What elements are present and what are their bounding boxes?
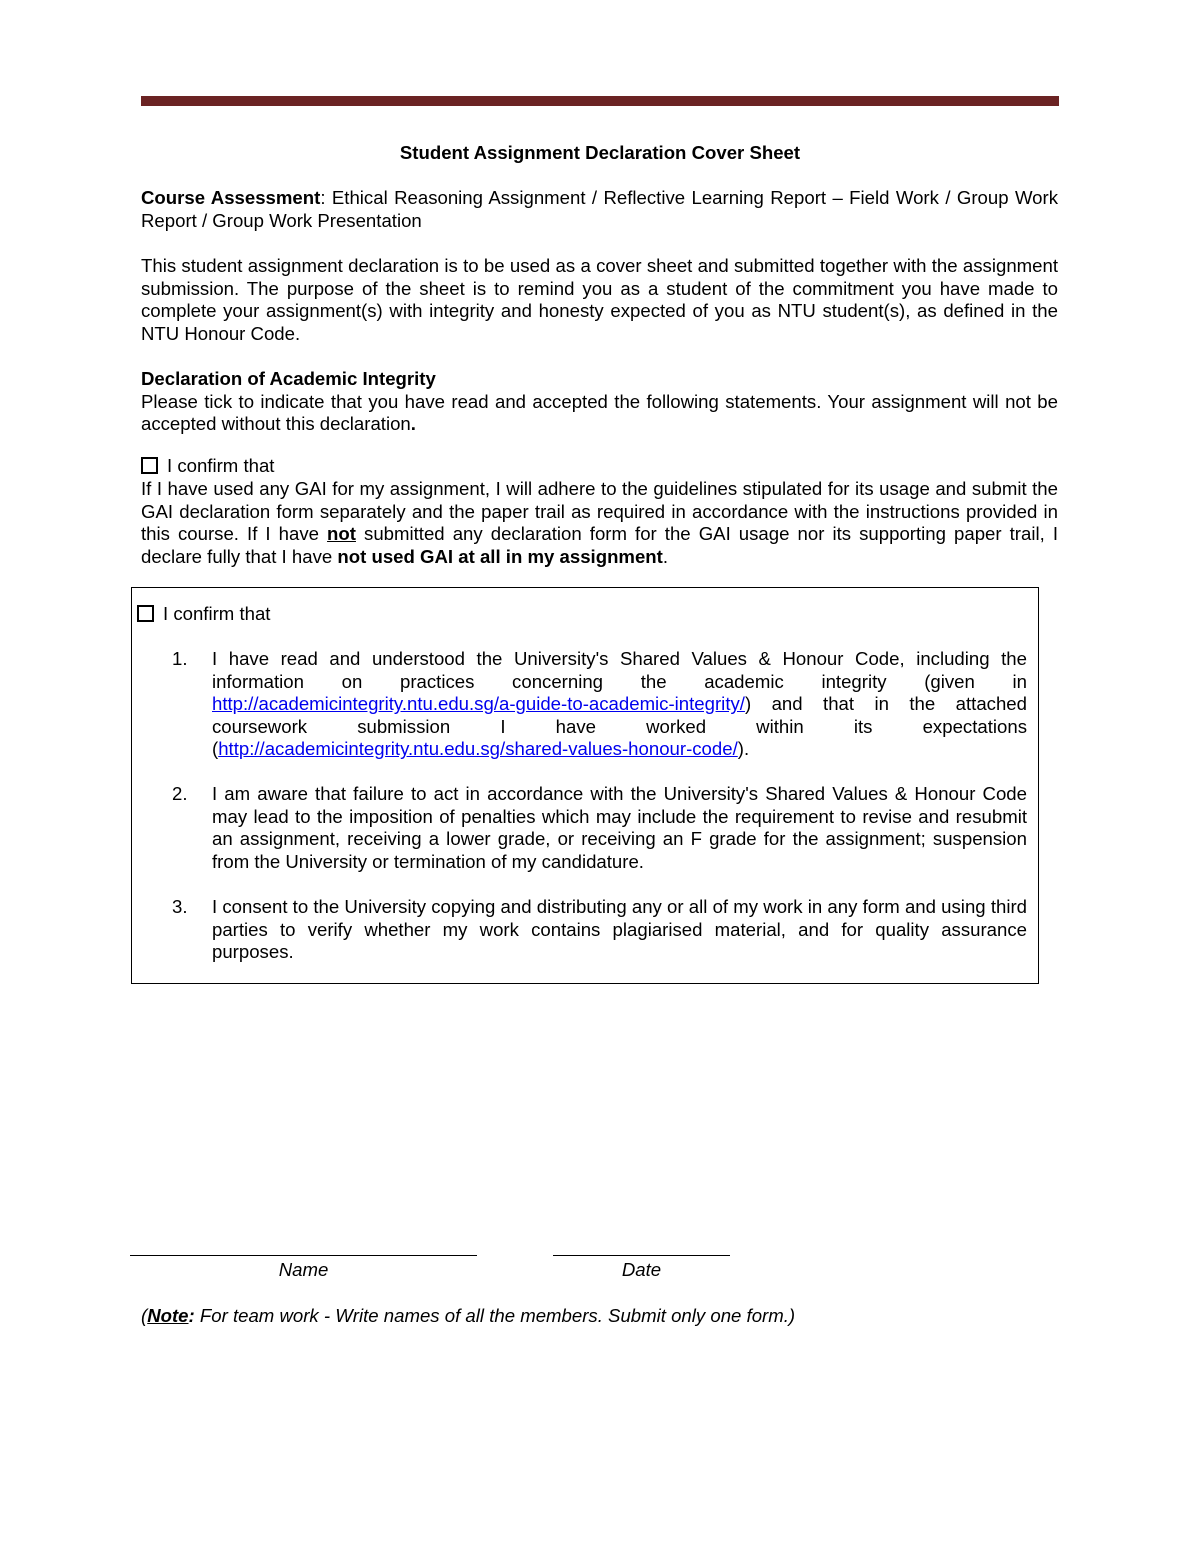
course-assessment — [141, 187, 1058, 232]
list-item-number: 3. — [172, 896, 188, 917]
note-text: For team work - Write names of all the members. Submit only one form.) — [194, 1305, 796, 1326]
note-open: ( — [141, 1305, 148, 1326]
gai-text-2: submitted any declaration form for the GAI usage nor its supporting paper trail, I declare fully that I have — [141, 523, 1058, 567]
integrity-confirm-checkbox[interactable] — [137, 605, 154, 622]
list-item-text: I consent to the University copying and distributing any or all of my work in any form and using third parties to verify whether my work contains plagiarised material, and for quality assurance purposes. — [212, 896, 1027, 963]
note-label: Note — [147, 1305, 189, 1326]
guide-link[interactable]: http://academicintegrity.ntu.edu.sg/a-guide-to-academic-integrity/ — [212, 693, 745, 715]
item1-part3: ). — [737, 738, 750, 760]
list-item-number: 1. — [172, 648, 188, 669]
declaration-heading: Declaration of Academic Integrity — [141, 368, 436, 389]
date-label: Date — [621, 1259, 662, 1280]
gai-bold-end: not used GAI at all in my assignment — [337, 545, 663, 567]
declaration-section — [141, 368, 1058, 436]
course-assessment-label: Course Assessment — [141, 187, 321, 208]
date-signature-line — [553, 1255, 730, 1256]
team-note — [141, 1305, 795, 1328]
integrity-confirm-row — [137, 603, 270, 626]
item1-part2: ) and that in the attached coursework submission I have worked within its expectations ( — [212, 693, 1027, 760]
list-item-text — [212, 648, 1027, 761]
note-colon: : — [188, 1305, 195, 1326]
gai-statement — [141, 478, 1058, 568]
gai-end: . — [662, 545, 669, 567]
gai-confirm-row — [141, 455, 1058, 478]
integrity-confirm-label: I confirm that — [163, 603, 271, 624]
gai-text-1: If I have used any GAI for my assignment, I will adhere to the guidelines stipulated for its usage and submit the GAI declaration form separately and the paper trail as required in accordance with the instructions provided in this course. If I have — [141, 478, 1058, 545]
item1-part1: I have read and understood the University's Shared Values & Honour Code, including the information on practices concerning the academic integrity (given in — [212, 648, 1027, 692]
gai-confirm-checkbox[interactable] — [141, 457, 158, 474]
gai-confirm-label: I confirm that — [167, 455, 275, 476]
header-accent-bar — [141, 96, 1059, 106]
list-item-number: 2. — [172, 783, 188, 804]
list-item-text: I am aware that failure to act in accordance with the University's Shared Values & Honour Code may lead to the imposition of penalties which may include the requirement to revise and resubmit an assignment, receiving a lower grade, or receiving an F grade for the assignment; suspension from the University or termination of my candidature. — [212, 783, 1027, 872]
course-assessment-text: : Ethical Reasoning Assignment / Reflective Learning Report – Field Work / Group Work Report / Group Work Presentation — [141, 187, 1058, 231]
intro-paragraph: This student assignment declaration is to be used as a cover sheet and submitted together with the assignment submission. The purpose of the sheet is to remind you as a student of the commitment you have made to complete your assignment(s) with integrity and honesty expected of you as NTU student(s), as defined in the NTU Honour Code. — [141, 255, 1058, 344]
honour-code-link[interactable]: http://academicintegrity.ntu.edu.sg/shared-values-honour-code/ — [218, 738, 738, 760]
integrity-confirm-box — [131, 587, 1039, 984]
page-title: Student Assignment Declaration Cover Sheet — [399, 142, 801, 163]
name-signature-line — [130, 1255, 477, 1256]
declaration-instruction-text: Please tick to indicate that you have read and accepted the following statements. Your assignment will not be accepted without this declaration — [141, 390, 1058, 435]
gai-not-emphasis: not — [327, 523, 356, 545]
declaration-instruction-end: . — [410, 413, 416, 435]
name-label: Name — [278, 1259, 329, 1280]
declaration-instruction — [141, 391, 1058, 436]
